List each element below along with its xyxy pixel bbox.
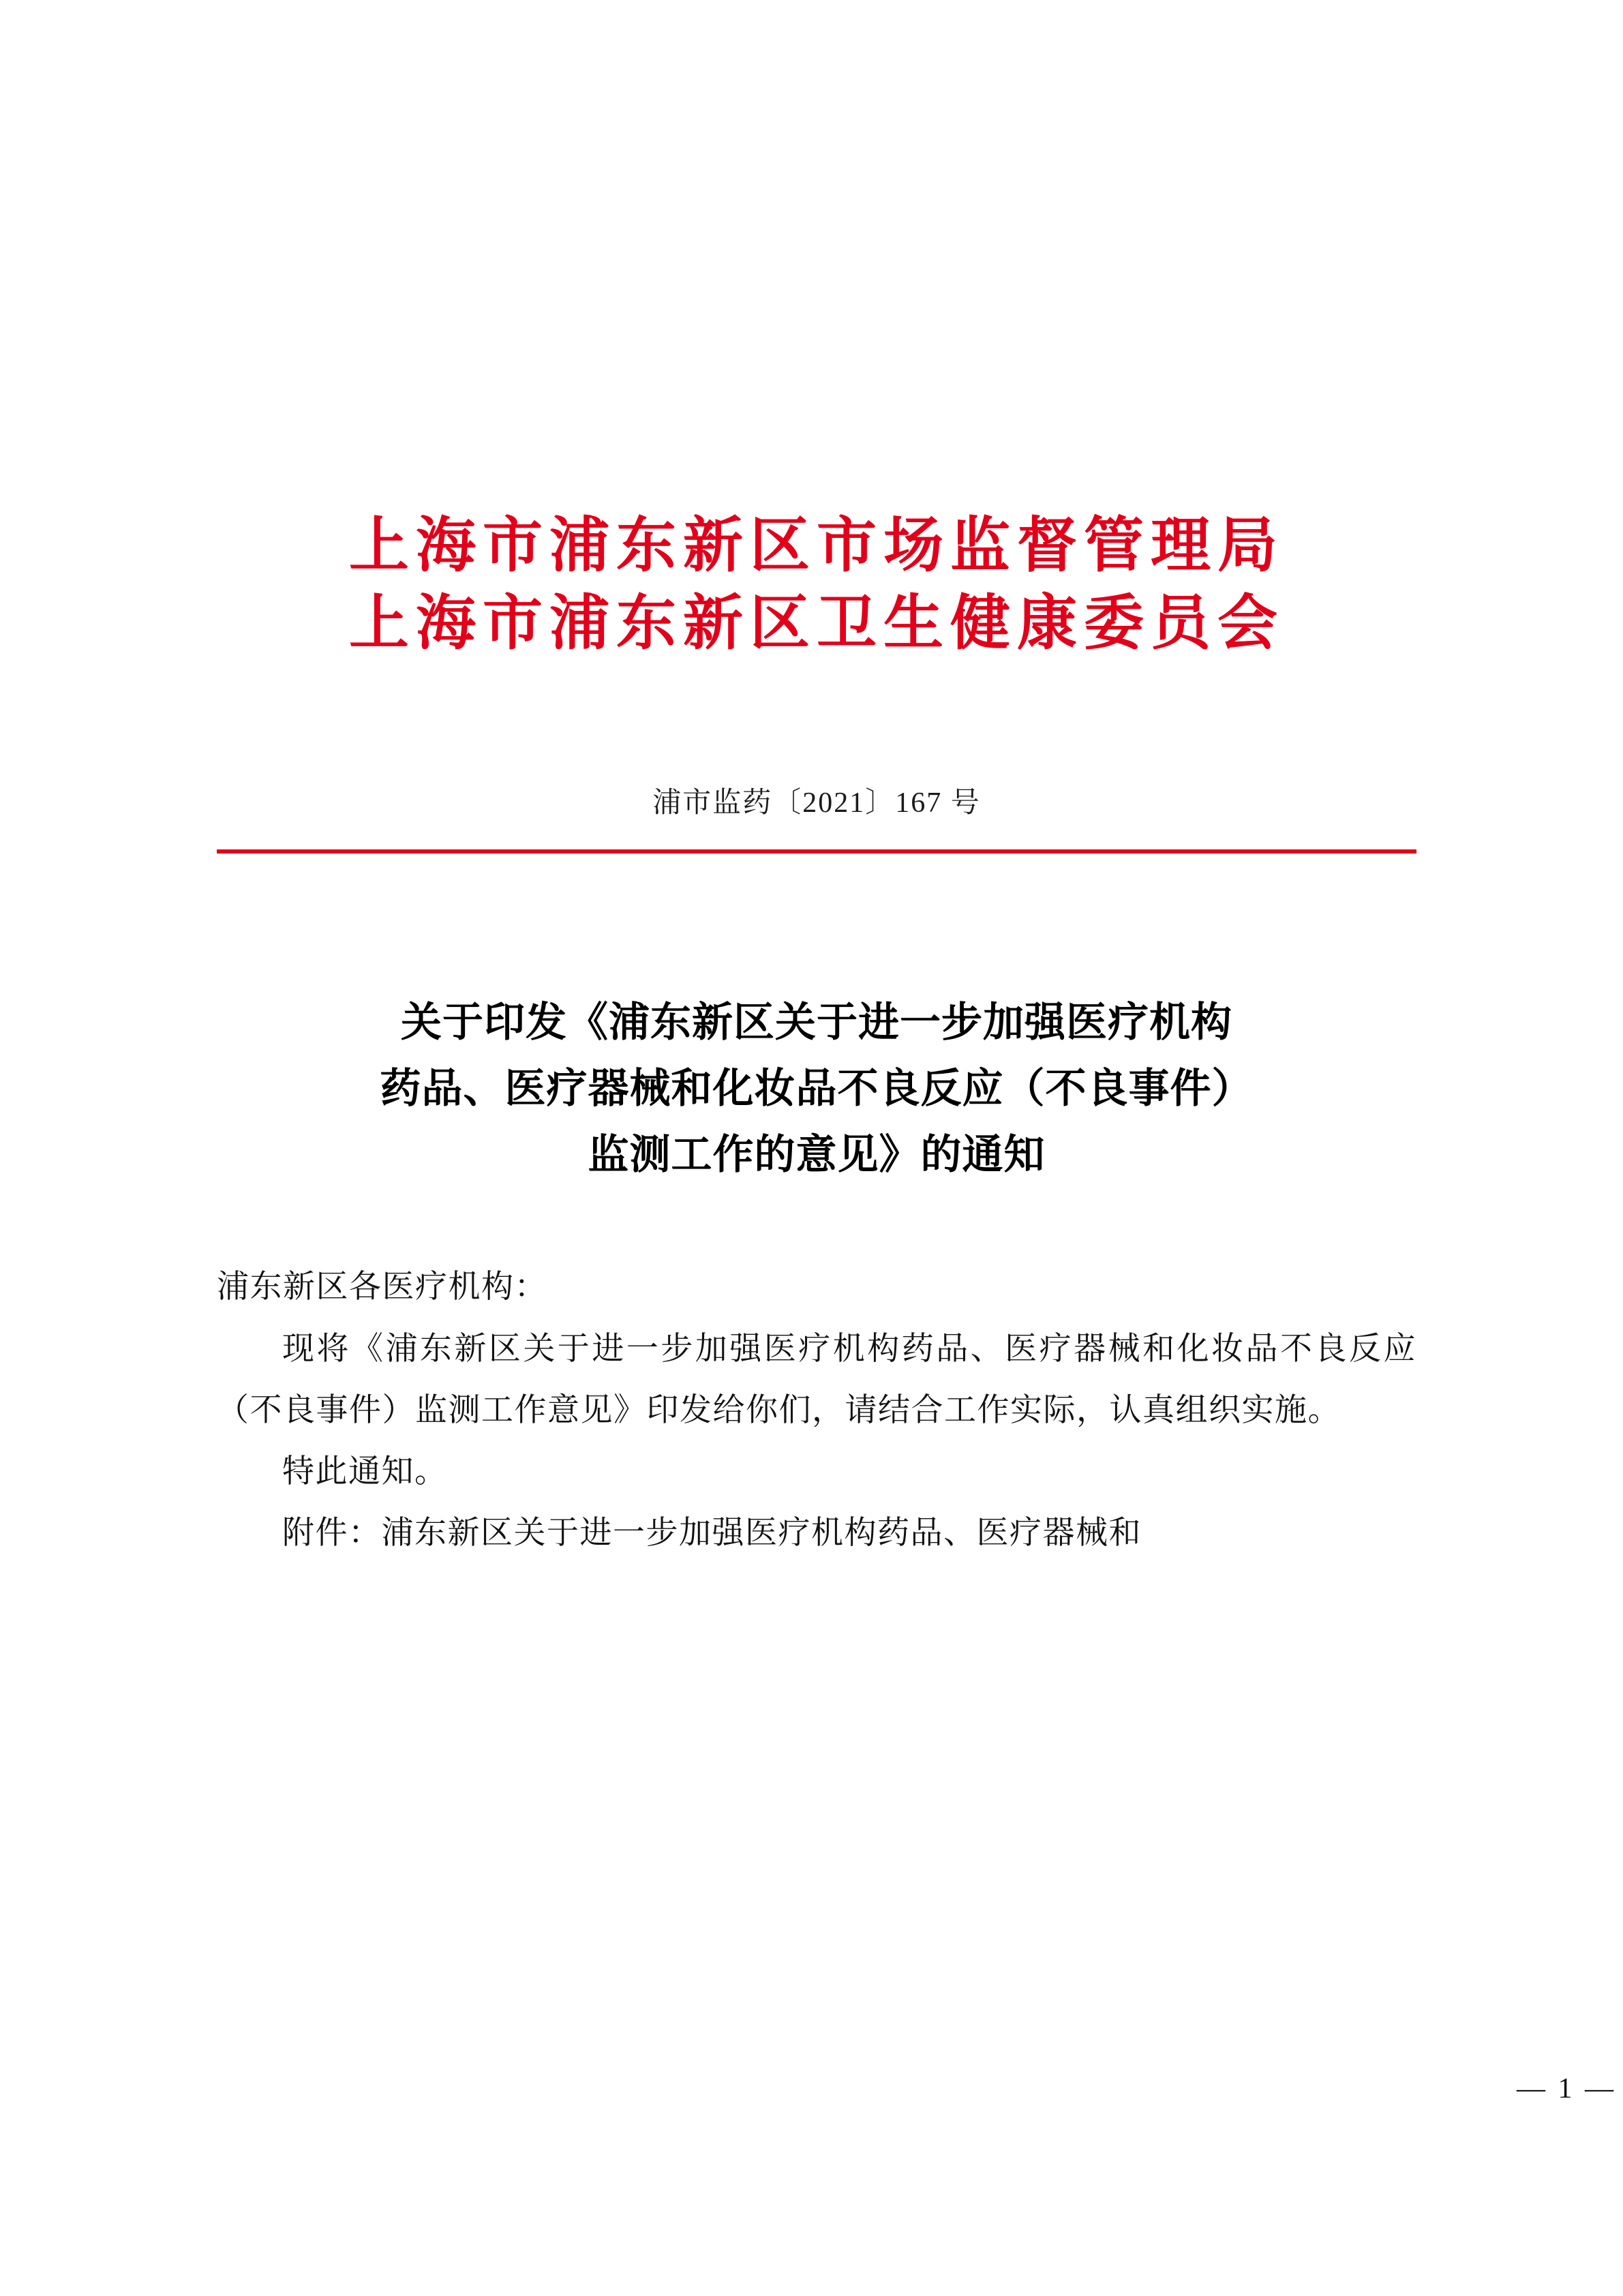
document-body [217, 1256, 1416, 1564]
body-paragraph-3: 附件：浦东新区关于进一步加强医疗机构药品、医疗器械和 [282, 1515, 1142, 1552]
masthead [217, 508, 1416, 664]
page-content [217, 0, 1416, 2296]
body-paragraph-1: 现将《浦东新区关于进一步加强医疗机构药品、医疗器械和化妆品不良反应（不良事件）监测工作意见》印发给你们，请结合工作实际，认真组织实施。 [217, 1331, 1416, 1428]
page-title [217, 990, 1416, 1189]
document-number: 浦市监药〔2021〕167 号 [652, 787, 981, 819]
title-line-3: 监测工作的意见》的通知 [588, 1132, 1046, 1178]
red-divider-rule [217, 849, 1416, 854]
masthead-line-1: 上海市浦东新区市场监督管理局 [348, 513, 1284, 579]
title-line-1: 关于印发《浦东新区关于进一步加强医疗机构 [401, 999, 1232, 1045]
body-salutation: 浦东新区各医疗机构： [217, 1269, 547, 1305]
masthead-line-2: 上海市浦东新区卫生健康委员会 [348, 591, 1284, 658]
title-line-2: 药品、医疗器械和化妆品不良反应（不良事件） [380, 1066, 1254, 1111]
page-number-footer [0, 2072, 1623, 2105]
page-number: — 1 — [1517, 2073, 1616, 2104]
body-paragraph-2: 特此通知。 [282, 1454, 448, 1490]
